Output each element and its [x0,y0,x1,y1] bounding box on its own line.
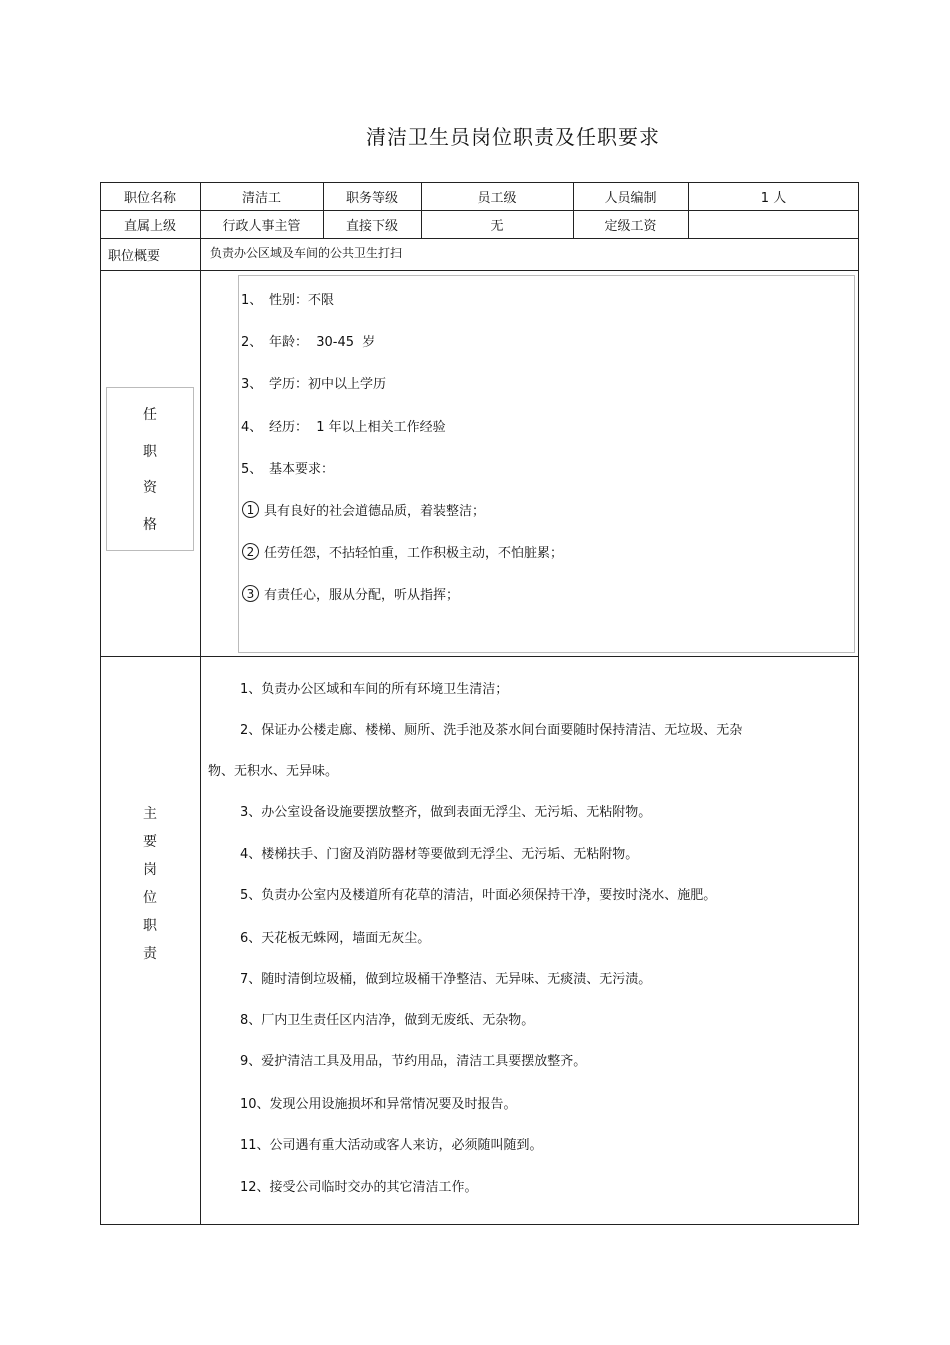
value-headcount: 1 人 [760,190,787,206]
qualification-item [241,289,334,308]
item-text: 学历：初中以上学历 [269,377,387,392]
requirement-text: 有责任心，服从分配，听从指挥； [264,588,460,603]
duty-line: 1、负责办公区域和车间的所有环境卫生清洁； [240,682,509,697]
duty-line: 9、爱护清洁工具及用品，节约用品，清洁工具要摆放整齐。 [240,1054,587,1069]
label-job-grade: 职务等级 [345,190,398,206]
value-direct-subordinate: 无 [490,218,504,234]
item-text: 年龄： 30-45 岁 [269,335,376,350]
requirement-item [241,542,563,561]
duty-line: 10、发现公用设施损坏和异常情况要及时报告。 [240,1097,517,1112]
duty-line: 6、天花板无蛛网，墙面无灰尘。 [240,931,431,946]
column-divider [200,182,201,1225]
circled-number-icon: 1 [242,501,259,518]
qualification-item [241,373,386,392]
item-number: 3、 [241,377,263,392]
qualification-item [241,416,446,435]
label-char: 职 [143,918,157,934]
item-number: 1、 [241,293,263,308]
value-overview: 负责办公区域及车间的公共卫生打扫 [210,245,403,260]
label-char: 主 [143,806,157,822]
row-divider [100,270,859,271]
label-char: 职 [143,443,157,460]
label-headcount: 人员编制 [604,190,657,206]
duty-line: 7、随时清倒垃圾桶，做到垃圾桶干净整洁、无异味、无痰渍、无污渍。 [240,972,652,987]
duty-line: 12、接受公司临时交办的其它清洁工作。 [240,1180,478,1195]
label-char: 任 [143,407,157,423]
circled-number-icon: 2 [242,543,259,560]
value-job-grade: 员工级 [477,190,517,206]
requirement-item [241,584,459,603]
label-char: 要 [143,834,157,850]
requirement-item [241,500,485,519]
duty-line: 2、保证办公楼走廊、楼梯、厕所、洗手池及茶水间台面要随时保持清洁、无垃圾、无杂 [240,723,743,738]
duty-line: 11、公司遇有重大活动或客人来访，必须随叫随到。 [240,1138,543,1153]
label-char: 岗 [143,862,157,878]
label-char: 责 [143,946,157,962]
duty-line: 5、负责办公室内及楼道所有花草的清洁，叶面必须保持干净，要按时浇水、施肥。 [240,888,717,903]
label-char: 资 [143,480,157,497]
requirement-text: 任劳任怨，不拈轻怕重，工作积极主动，不怕脏累； [264,546,564,561]
circled-number-icon: 3 [242,585,259,602]
row-divider [100,656,859,657]
qualification-item [241,331,375,350]
duties-label [100,800,200,968]
item-number: 5、 [241,462,263,477]
value-direct-superior: 行政人事主管 [222,218,301,234]
duty-line: 4、楼梯扶手、门窗及消防器材等要做到无浮尘、无污垢、无粘附物。 [240,847,639,862]
item-text: 性别：不限 [269,293,335,308]
requirement-text: 具有良好的社会道德品质，着装整洁； [264,504,486,519]
label-char: 格 [143,516,157,533]
duty-line: 物、无积水、无异味。 [208,764,339,779]
item-number: 4、 [241,420,263,435]
duty-line: 8、厂内卫生责任区内洁净，做到无废纸、无杂物。 [240,1013,535,1028]
qualifications-label [106,387,194,551]
item-text: 经历： 1 年以上相关工作经验 [269,420,446,435]
label-direct-superior: 直属上级 [123,218,176,234]
qualification-item [241,458,334,477]
label-salary-grade: 定级工资 [604,218,657,234]
duty-line: 3、办公室设备设施要摆放整齐，做到表面无浮尘、无污垢、无粘附物。 [240,805,652,820]
label-position-name: 职位名称 [123,190,176,206]
label-char: 位 [143,890,157,906]
label-overview: 职位概要 [108,248,161,264]
item-number: 2、 [241,335,263,350]
item-text: 基本要求： [269,462,335,477]
value-salary-grade [688,210,859,238]
label-direct-subordinate: 直接下级 [345,218,398,234]
document-title: 清洁卫生员岗位职责及任职要求 [366,125,660,149]
value-position-name: 清洁工 [241,190,281,206]
